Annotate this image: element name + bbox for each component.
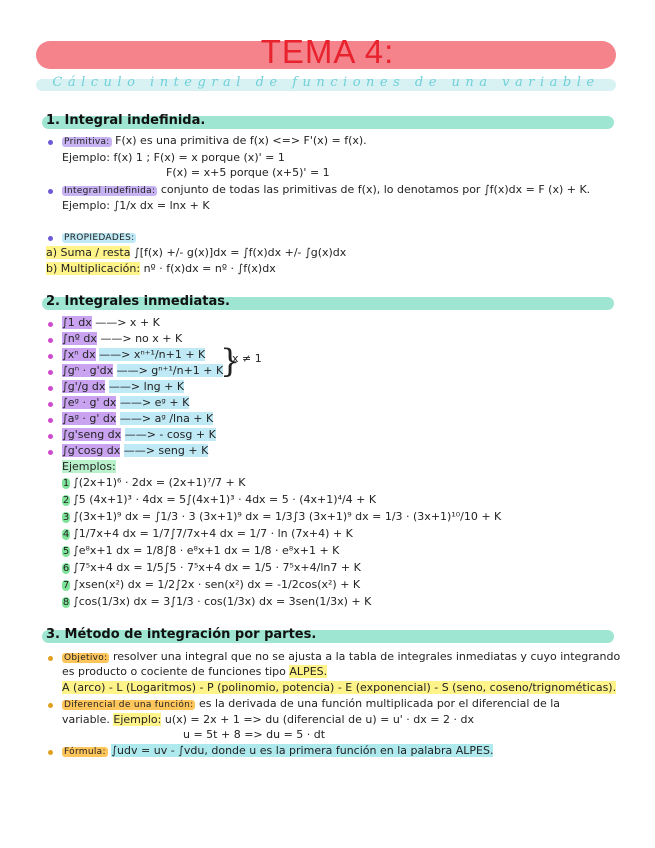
examples-label-text: Ejemplos: bbox=[62, 460, 116, 473]
example-number: 7 bbox=[62, 580, 70, 591]
objetivo-line-2 bbox=[62, 665, 327, 678]
example-text: ∫5 (4x+1)³ · 4dx = 5∫(4x+1)³ · 4dx = 5 · (4x+1)⁴/4 + K bbox=[73, 493, 377, 506]
bullet-icon bbox=[48, 386, 53, 391]
example-text: ∫1/7x+4 dx = 1/7∫7/7x+4 dx = 1/7 · ln (7x+4) + K bbox=[73, 527, 353, 540]
rule-6-rhs: ——> eᵍ + K bbox=[119, 396, 190, 409]
rule-7-rhs: ——> aᵍ /lna + K bbox=[119, 412, 214, 425]
example-item-5 bbox=[62, 544, 339, 557]
rule-5-lhs: ∫g'/g dx bbox=[62, 380, 106, 393]
example-number: 8 bbox=[62, 597, 70, 608]
example-number: 3 bbox=[62, 512, 70, 523]
example-text: ∫e⁸x+1 dx = 1/8∫8 · e⁸x+1 dx = 1/8 · e⁸x+1 + K bbox=[73, 544, 340, 557]
bullet-icon bbox=[48, 370, 53, 375]
rule-6-lhs: ∫eᵍ · g' dx bbox=[62, 396, 117, 409]
example-text: ∫(2x+1)⁶ · 2dx = (2x+1)⁷/7 + K bbox=[73, 476, 246, 489]
rule-6 bbox=[62, 396, 189, 409]
bullet-icon bbox=[48, 703, 53, 708]
bullet-icon bbox=[48, 189, 53, 194]
rule-1 bbox=[62, 316, 160, 329]
alpes-line bbox=[62, 681, 616, 694]
diferencial-line-3: u = 5t + 8 => du = 5 · dt bbox=[183, 728, 326, 741]
example-item-1 bbox=[62, 476, 245, 489]
rule-9 bbox=[62, 444, 208, 457]
example-item-6 bbox=[62, 561, 361, 574]
brace-note: x ≠ 1 bbox=[232, 352, 262, 365]
section-3-title: 3. Método de integración por partes. bbox=[46, 627, 317, 642]
rule-8-lhs: ∫g'seng dx bbox=[62, 428, 122, 441]
property-a-text: ∫[f(x) +/- g(x)]dx = ∫f(x)dx +/- ∫g(x)dx bbox=[133, 246, 347, 259]
example-text: ∫xsen(x²) dx = 1/2∫2x · sen(x²) dx = -1/2cos(x²) + K bbox=[73, 578, 361, 591]
rule-9-lhs: ∫g'cosg dx bbox=[62, 444, 121, 457]
page-subtitle: Cálculo integral de funciones de una variable bbox=[52, 75, 600, 90]
indefinida-text: conjunto de todas las primitivas de f(x), lo denotamos por ∫f(x)dx = F (x) + K. bbox=[160, 183, 591, 196]
example-number: 1 bbox=[62, 478, 70, 489]
example-number: 6 bbox=[62, 563, 70, 574]
diferencial-line-2 bbox=[62, 713, 474, 726]
rule-4 bbox=[62, 364, 223, 377]
formula-tag: Fórmula: bbox=[64, 747, 106, 757]
rule-8 bbox=[62, 428, 216, 441]
bullet-icon bbox=[48, 656, 53, 661]
example-2: Ejemplo: ∫1/x dx = lnx + K bbox=[62, 199, 210, 212]
rule-4-rhs: ——> gⁿ⁺¹/n+1 + K bbox=[116, 364, 224, 377]
rule-7 bbox=[62, 412, 213, 425]
example-item-2 bbox=[62, 493, 376, 506]
bullet-icon bbox=[48, 750, 53, 755]
bullet-icon bbox=[48, 354, 53, 359]
formula-text: ∫udv = uv - ∫vdu, donde u es la primera función en la palabra ALPES. bbox=[111, 744, 494, 757]
example-number: 5 bbox=[62, 546, 70, 557]
section-1-title: 1. Integral indefinida. bbox=[46, 113, 206, 128]
diferencial-example-label: Ejemplo: bbox=[113, 713, 162, 726]
primitiva-tag: Primitiva: bbox=[64, 137, 110, 147]
rule-7-lhs: ∫aᵍ · g' dx bbox=[62, 412, 117, 425]
alpes-text: A (arco) - L (Logaritmos) - P (polinomio, potencia) - E (exponencial) - S (seno, coseno/trignométicas). bbox=[62, 681, 617, 694]
rule-5 bbox=[62, 380, 184, 393]
bullet-icon bbox=[48, 434, 53, 439]
primitiva-text: F(x) es una primitiva de f(x) <=> F'(x) = f(x). bbox=[115, 134, 367, 147]
example-text: ∫cos(1/3x) dx = 3∫1/3 · cos(1/3x) dx = 3sen(1/3x) + K bbox=[73, 595, 372, 608]
examples-label bbox=[62, 460, 116, 473]
bullet-icon bbox=[48, 140, 53, 145]
objetivo-tag: Objetivo: bbox=[64, 653, 108, 663]
rule-4-lhs: ∫gⁿ · g'dx bbox=[62, 364, 114, 377]
rule-5-rhs: ——> lng + K bbox=[108, 380, 185, 393]
section-2-title: 2. Integrales inmediatas. bbox=[46, 294, 230, 309]
bullet-icon bbox=[48, 322, 53, 327]
bullet-icon bbox=[48, 450, 53, 455]
rule-3 bbox=[62, 348, 205, 361]
bullet-icon bbox=[48, 236, 53, 241]
diferencial-text-2c: u(x) = 2x + 1 => du (diferencial de u) = u' · dx = 2 · dx bbox=[164, 713, 474, 726]
indefinida-line bbox=[62, 183, 590, 196]
example-1b: F(x) = x+5 porque (x+5)' = 1 bbox=[166, 166, 330, 179]
example-text: ∫(3x+1)⁹ dx = ∫1/3 · 3 (3x+1)⁹ dx = 1/3∫3 (3x+1)⁹ dx = 1/3 · (3x+1)¹⁰/10 + K bbox=[73, 510, 502, 523]
rule-9-rhs: ——> seng + K bbox=[123, 444, 209, 457]
indefinida-tag: Integral indefinida: bbox=[64, 186, 156, 196]
objetivo-text-1: resolver una integral que no se ajusta a la tabla de integrales inmediatas y cuyo integrando bbox=[112, 650, 621, 663]
example-item-8 bbox=[62, 595, 371, 608]
example-text: ∫7⁵x+4 dx = 1/5∫5 · 7⁵x+4 dx = 1/5 · 7⁵x+4/ln7 + K bbox=[73, 561, 361, 574]
page-title: TEMA 4: bbox=[260, 33, 395, 70]
example-item-4 bbox=[62, 527, 353, 540]
properties-heading bbox=[62, 230, 136, 243]
diferencial-text-1: es la derivada de una función multiplicada por el diferencial de la bbox=[198, 697, 561, 710]
bullet-icon bbox=[48, 338, 53, 343]
diferencial-line bbox=[62, 697, 560, 710]
example-1a: Ejemplo: f(x) 1 ; F(x) = x porque (x)' = 1 bbox=[62, 151, 285, 164]
property-a-label: a) Suma / resta bbox=[46, 246, 131, 259]
rule-1-rhs: ——> x + K bbox=[95, 316, 160, 329]
brace-symbol: } bbox=[220, 342, 241, 380]
rule-2 bbox=[62, 332, 182, 345]
rule-3-lhs: ∫xⁿ dx bbox=[62, 348, 96, 361]
property-b-label: b) Multiplicación: bbox=[46, 262, 141, 275]
property-b bbox=[46, 262, 276, 275]
formula-line bbox=[62, 744, 493, 757]
rule-2-rhs: ——> no x + K bbox=[100, 332, 183, 345]
diferencial-tag: Diferencial de una función: bbox=[64, 700, 194, 710]
bullet-icon bbox=[48, 402, 53, 407]
property-b-text: nº · f(x)dx = nº · ∫f(x)dx bbox=[143, 262, 276, 275]
bullet-icon bbox=[48, 418, 53, 423]
rule-1-lhs: ∫1 dx bbox=[62, 316, 92, 329]
objetivo-line bbox=[62, 650, 620, 663]
primitiva-line bbox=[62, 134, 367, 147]
example-number: 4 bbox=[62, 529, 70, 540]
rule-8-rhs: ——> - cosg + K bbox=[124, 428, 216, 441]
diferencial-text-2a: variable. bbox=[62, 713, 110, 726]
example-item-3 bbox=[62, 510, 501, 523]
properties-tag: PROPIEDADES: bbox=[64, 233, 135, 243]
example-number: 2 bbox=[62, 495, 70, 506]
example-item-7 bbox=[62, 578, 360, 591]
rule-2-lhs: ∫nº dx bbox=[62, 332, 97, 345]
objetivo-text-2: es producto o cociente de funciones tipo bbox=[62, 665, 286, 678]
alpes-word: ALPES. bbox=[289, 665, 328, 678]
property-a bbox=[46, 246, 346, 259]
rule-3-rhs: ——> xⁿ⁺¹/n+1 + K bbox=[99, 348, 206, 361]
